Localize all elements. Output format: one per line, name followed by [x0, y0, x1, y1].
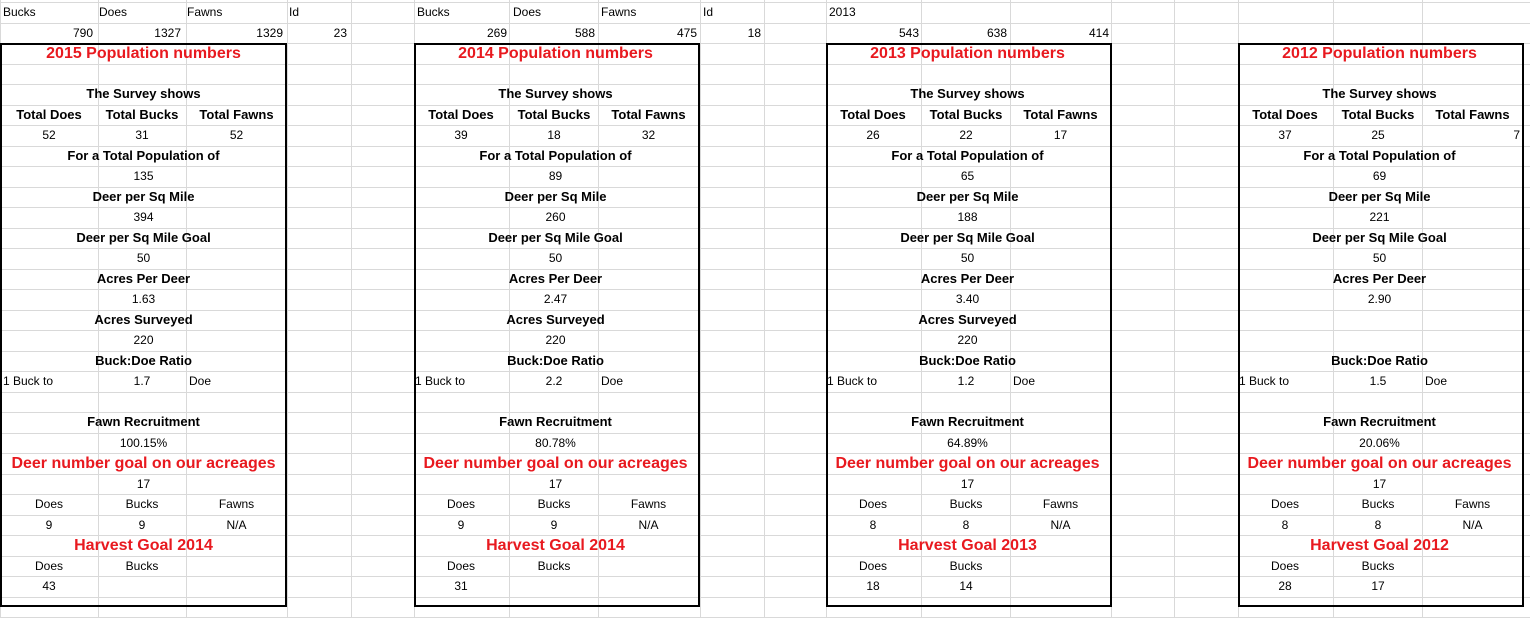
total-bucks-value[interactable]: 25 [1371, 128, 1385, 142]
fawn-recruitment-value[interactable]: 64.89% [947, 436, 988, 450]
total-bucks-value[interactable]: 18 [547, 128, 561, 142]
survey-label[interactable]: The Survey shows [498, 86, 613, 101]
deer-number-goal-label[interactable]: Deer number goal on our acreages [423, 455, 688, 472]
goal-bucks-value[interactable]: 8 [1374, 518, 1382, 532]
summary-header-cell[interactable]: Bucks [417, 5, 450, 19]
harvest-does-value[interactable]: 43 [42, 579, 56, 593]
fawn-recruitment-label[interactable]: Fawn Recruitment [87, 414, 200, 429]
harvest-goal-label[interactable]: Harvest Goal 2013 [898, 537, 1037, 554]
fawn-recruitment-label[interactable]: Fawn Recruitment [499, 414, 612, 429]
summary-header-cell[interactable] [922, 2, 1010, 22]
total-does-header[interactable]: Total Does [428, 107, 494, 122]
harvest-goal-label[interactable]: Harvest Goal 2014 [74, 537, 213, 554]
total-bucks-header[interactable]: Total Bucks [517, 107, 591, 122]
summary-value-cell[interactable]: 588 [574, 26, 595, 40]
gridline [351, 0, 352, 617]
panel-title[interactable]: 2014 Population numbers [458, 45, 653, 62]
deer-per-sq-mile-value[interactable]: 394 [133, 210, 154, 224]
goal-does-label[interactable]: Does [446, 497, 475, 511]
harvest-does-label[interactable]: Does [858, 559, 887, 573]
gridline [764, 0, 765, 617]
harvest-bucks-value[interactable]: 17 [1371, 579, 1385, 593]
summary-value-cell[interactable]: 18 [747, 26, 761, 40]
summary-header-cell[interactable]: Does [513, 5, 542, 19]
buck-doe-ratio-label[interactable]: Buck:Doe Ratio [507, 353, 604, 368]
buck-doe-ratio-right[interactable]: Doe [601, 374, 624, 388]
total-population-value[interactable]: 65 [960, 169, 975, 183]
harvest-does-label[interactable]: Does [446, 559, 475, 573]
total-population-value[interactable]: 89 [548, 169, 563, 183]
goal-bucks-value[interactable]: 9 [138, 518, 146, 532]
summary-header-cell[interactable]: Id [289, 5, 300, 19]
gridline [1174, 0, 1175, 617]
total-fawns-header[interactable]: Total Fawns [611, 107, 686, 122]
total-bucks-header[interactable]: Total Bucks [929, 107, 1003, 122]
goal-fawns-label[interactable]: Fawns [1042, 497, 1079, 511]
buck-doe-ratio-right[interactable]: Doe [1425, 374, 1448, 388]
acres-per-deer-label[interactable]: Acres Per Deer [96, 271, 191, 286]
harvest-bucks-label[interactable]: Bucks [949, 559, 983, 573]
goal-bucks-label[interactable]: Bucks [949, 497, 983, 511]
total-does-value[interactable]: 37 [1278, 128, 1292, 142]
harvest-does-value[interactable]: 31 [454, 579, 468, 593]
goal-fawns-label[interactable]: Fawns [218, 497, 255, 511]
goal-does-value[interactable]: 8 [869, 518, 877, 532]
buck-doe-ratio-value[interactable]: 1.5 [1369, 374, 1387, 388]
summary-header-cell[interactable]: Fawns [601, 5, 637, 19]
deer-per-sq-mile-goal-label[interactable]: Deer per Sq Mile Goal [1312, 230, 1447, 245]
summary-header-cell[interactable]: Id [703, 5, 714, 19]
buck-doe-ratio-right[interactable]: Doe [1013, 374, 1036, 388]
harvest-goal-label[interactable]: Harvest Goal 2014 [486, 537, 625, 554]
total-fawns-value[interactable]: 17 [1053, 128, 1068, 142]
acres-surveyed-label[interactable] [1236, 310, 1523, 330]
buck-doe-ratio-value[interactable]: 2.2 [545, 374, 563, 388]
fawn-recruitment-value[interactable]: 100.15% [119, 436, 168, 450]
gridline [1111, 0, 1112, 617]
survey-label[interactable]: The Survey shows [910, 86, 1025, 101]
acres-per-deer-value[interactable]: 2.47 [543, 292, 568, 306]
total-population-label[interactable]: For a Total Population of [891, 148, 1044, 163]
fawn-recruitment-value[interactable]: 80.78% [535, 436, 576, 450]
summary-value-cell[interactable]: 269 [486, 26, 507, 40]
deer-per-sq-mile-label[interactable]: Deer per Sq Mile [1328, 189, 1431, 204]
goal-does-value[interactable]: 9 [457, 518, 465, 532]
buck-doe-ratio-left[interactable]: 1 Buck to [3, 374, 54, 388]
total-does-value[interactable]: 26 [866, 128, 880, 142]
acres-surveyed-label[interactable]: Acres Surveyed [94, 312, 193, 327]
summary-header-cell[interactable] [1112, 2, 1176, 22]
fawn-recruitment-label[interactable]: Fawn Recruitment [911, 414, 1024, 429]
buck-doe-ratio-label[interactable]: Buck:Doe Ratio [919, 353, 1016, 368]
deer-per-sq-mile-value[interactable]: 221 [1369, 210, 1390, 224]
harvest-bucks-value[interactable]: 14 [959, 579, 973, 593]
acres-per-deer-label[interactable]: Acres Per Deer [920, 271, 1015, 286]
summary-value-cell[interactable]: 638 [986, 26, 1007, 40]
summary-header-cell[interactable] [1010, 2, 1112, 22]
acres-per-deer-value[interactable]: 2.90 [1367, 292, 1392, 306]
deer-number-goal-label[interactable]: Deer number goal on our acreages [835, 455, 1100, 472]
goal-bucks-label[interactable]: Bucks [125, 497, 159, 511]
total-fawns-value[interactable]: 32 [641, 128, 656, 142]
goal-fawns-value[interactable]: N/A [1462, 518, 1483, 532]
deer-per-sq-mile-label[interactable]: Deer per Sq Mile [504, 189, 607, 204]
goal-bucks-value[interactable]: 9 [550, 518, 558, 532]
harvest-does-value[interactable]: 28 [1278, 579, 1292, 593]
buck-doe-ratio-label[interactable]: Buck:Doe Ratio [1331, 353, 1428, 368]
total-population-label[interactable]: For a Total Population of [67, 148, 220, 163]
harvest-bucks-label[interactable]: Bucks [537, 559, 571, 573]
goal-does-label[interactable]: Does [1270, 497, 1299, 511]
total-bucks-value[interactable]: 31 [135, 128, 149, 142]
goal-does-value[interactable]: 9 [45, 518, 53, 532]
summary-value-cell[interactable]: 475 [676, 26, 697, 40]
goal-bucks-label[interactable]: Bucks [537, 497, 571, 511]
panel-title[interactable]: 2015 Population numbers [46, 45, 241, 62]
total-bucks-header[interactable]: Total Bucks [1341, 107, 1415, 122]
goal-fawns-value[interactable]: N/A [638, 518, 659, 532]
goal-fawns-value[interactable]: N/A [1050, 518, 1071, 532]
deer-number-goal-value[interactable]: 17 [548, 477, 563, 491]
deer-per-sq-mile-label[interactable]: Deer per Sq Mile [92, 189, 195, 204]
deer-per-sq-mile-goal-value[interactable]: 50 [548, 251, 563, 265]
harvest-does-label[interactable]: Does [34, 559, 63, 573]
deer-per-sq-mile-goal-label[interactable]: Deer per Sq Mile Goal [900, 230, 1035, 245]
acres-surveyed-value[interactable]: 220 [545, 333, 566, 347]
gridline [287, 0, 288, 617]
survey-label[interactable]: The Survey shows [86, 86, 201, 101]
deer-per-sq-mile-goal-label[interactable]: Deer per Sq Mile Goal [76, 230, 211, 245]
summary-value-cell[interactable] [1112, 23, 1176, 43]
deer-per-sq-mile-goal-label[interactable]: Deer per Sq Mile Goal [488, 230, 623, 245]
acres-surveyed-label[interactable]: Acres Surveyed [506, 312, 605, 327]
buck-doe-ratio-left[interactable]: 1 Buck to [827, 374, 878, 388]
acres-per-deer-label[interactable]: Acres Per Deer [508, 271, 603, 286]
fawn-recruitment-label[interactable]: Fawn Recruitment [1323, 414, 1436, 429]
goal-bucks-label[interactable]: Bucks [1361, 497, 1395, 511]
total-fawns-header[interactable]: Total Fawns [1023, 107, 1098, 122]
deer-per-sq-mile-value[interactable]: 260 [545, 210, 566, 224]
acres-surveyed-label[interactable]: Acres Surveyed [918, 312, 1017, 327]
deer-per-sq-mile-goal-value[interactable]: 50 [136, 251, 151, 265]
total-bucks-value[interactable]: 22 [959, 128, 973, 142]
goal-bucks-value[interactable]: 8 [962, 518, 970, 532]
harvest-bucks-value[interactable] [98, 576, 186, 596]
acres-surveyed-value[interactable] [1236, 330, 1523, 350]
goal-does-value[interactable]: 8 [1281, 518, 1289, 532]
total-fawns-header[interactable]: Total Fawns [1435, 107, 1510, 122]
deer-number-goal-value[interactable]: 17 [960, 477, 975, 491]
buck-doe-ratio-left[interactable]: 1 Buck to [1239, 374, 1290, 388]
acres-surveyed-value[interactable]: 220 [133, 333, 154, 347]
summary-value-cell[interactable]: 23 [333, 26, 347, 40]
buck-doe-ratio-value[interactable]: 1.7 [133, 374, 151, 388]
total-does-value[interactable]: 52 [42, 128, 56, 142]
harvest-bucks-label[interactable]: Bucks [1361, 559, 1395, 573]
summary-value-cell[interactable]: 1327 [154, 26, 181, 40]
harvest-does-label[interactable]: Does [1270, 559, 1299, 573]
deer-per-sq-mile-label[interactable]: Deer per Sq Mile [916, 189, 1019, 204]
total-does-header[interactable]: Total Does [16, 107, 82, 122]
total-population-value[interactable]: 69 [1372, 169, 1387, 183]
summary-header-cell[interactable]: Does [99, 5, 128, 19]
deer-number-goal-value[interactable]: 17 [1372, 477, 1387, 491]
goal-does-label[interactable]: Does [34, 497, 63, 511]
deer-number-goal-label[interactable]: Deer number goal on our acreages [11, 455, 276, 472]
total-fawns-value[interactable]: 7 [1513, 128, 1520, 142]
buck-doe-ratio-value[interactable]: 1.2 [957, 374, 975, 388]
harvest-goal-label[interactable]: Harvest Goal 2012 [1310, 537, 1449, 554]
total-population-label[interactable]: For a Total Population of [479, 148, 632, 163]
goal-fawns-label[interactable]: Fawns [630, 497, 667, 511]
buck-doe-ratio-left[interactable]: 1 Buck to [415, 374, 466, 388]
gridline [0, 392, 1530, 393]
total-population-label[interactable]: For a Total Population of [1303, 148, 1456, 163]
buck-doe-ratio-right[interactable]: Doe [189, 374, 212, 388]
acres-surveyed-value[interactable]: 220 [957, 333, 978, 347]
harvest-does-value[interactable]: 18 [866, 579, 880, 593]
harvest-bucks-value[interactable] [510, 576, 598, 596]
fawn-recruitment-value[interactable]: 20.06% [1359, 436, 1400, 450]
deer-per-sq-mile-value[interactable]: 188 [957, 210, 978, 224]
survey-label[interactable]: The Survey shows [1322, 86, 1437, 101]
summary-header-cell[interactable]: 2013 [829, 5, 856, 19]
total-bucks-header[interactable]: Total Bucks [105, 107, 179, 122]
total-fawns-header[interactable]: Total Fawns [199, 107, 274, 122]
goal-does-label[interactable]: Does [858, 497, 887, 511]
summary-value-cell[interactable]: 790 [72, 26, 93, 40]
harvest-bucks-label[interactable]: Bucks [125, 559, 159, 573]
summary-header-cell[interactable]: Bucks [3, 5, 36, 19]
panel-title[interactable]: 2012 Population numbers [1282, 45, 1477, 62]
panel-title[interactable]: 2013 Population numbers [870, 45, 1065, 62]
acres-per-deer-value[interactable]: 3.40 [955, 292, 980, 306]
goal-fawns-label[interactable]: Fawns [1454, 497, 1491, 511]
deer-number-goal-label[interactable]: Deer number goal on our acreages [1247, 455, 1512, 472]
summary-value-cell[interactable]: 1329 [256, 26, 283, 40]
gridline [0, 597, 1530, 598]
summary-value-cell[interactable]: 543 [898, 26, 919, 40]
total-does-header[interactable]: Total Does [840, 107, 906, 122]
summary-header-cell[interactable]: Fawns [187, 5, 223, 19]
total-population-value[interactable]: 135 [133, 169, 154, 183]
acres-per-deer-value[interactable]: 1.63 [131, 292, 156, 306]
deer-number-goal-value[interactable]: 17 [136, 477, 151, 491]
total-fawns-value[interactable]: 52 [229, 128, 244, 142]
gridline [700, 0, 701, 617]
goal-fawns-value[interactable]: N/A [226, 518, 247, 532]
total-does-value[interactable]: 39 [454, 128, 468, 142]
buck-doe-ratio-label[interactable]: Buck:Doe Ratio [95, 353, 192, 368]
total-does-header[interactable]: Total Does [1252, 107, 1318, 122]
deer-per-sq-mile-goal-value[interactable]: 50 [1372, 251, 1387, 265]
acres-per-deer-label[interactable]: Acres Per Deer [1332, 271, 1427, 286]
deer-per-sq-mile-goal-value[interactable]: 50 [960, 251, 975, 265]
summary-value-cell[interactable]: 414 [1088, 26, 1109, 40]
